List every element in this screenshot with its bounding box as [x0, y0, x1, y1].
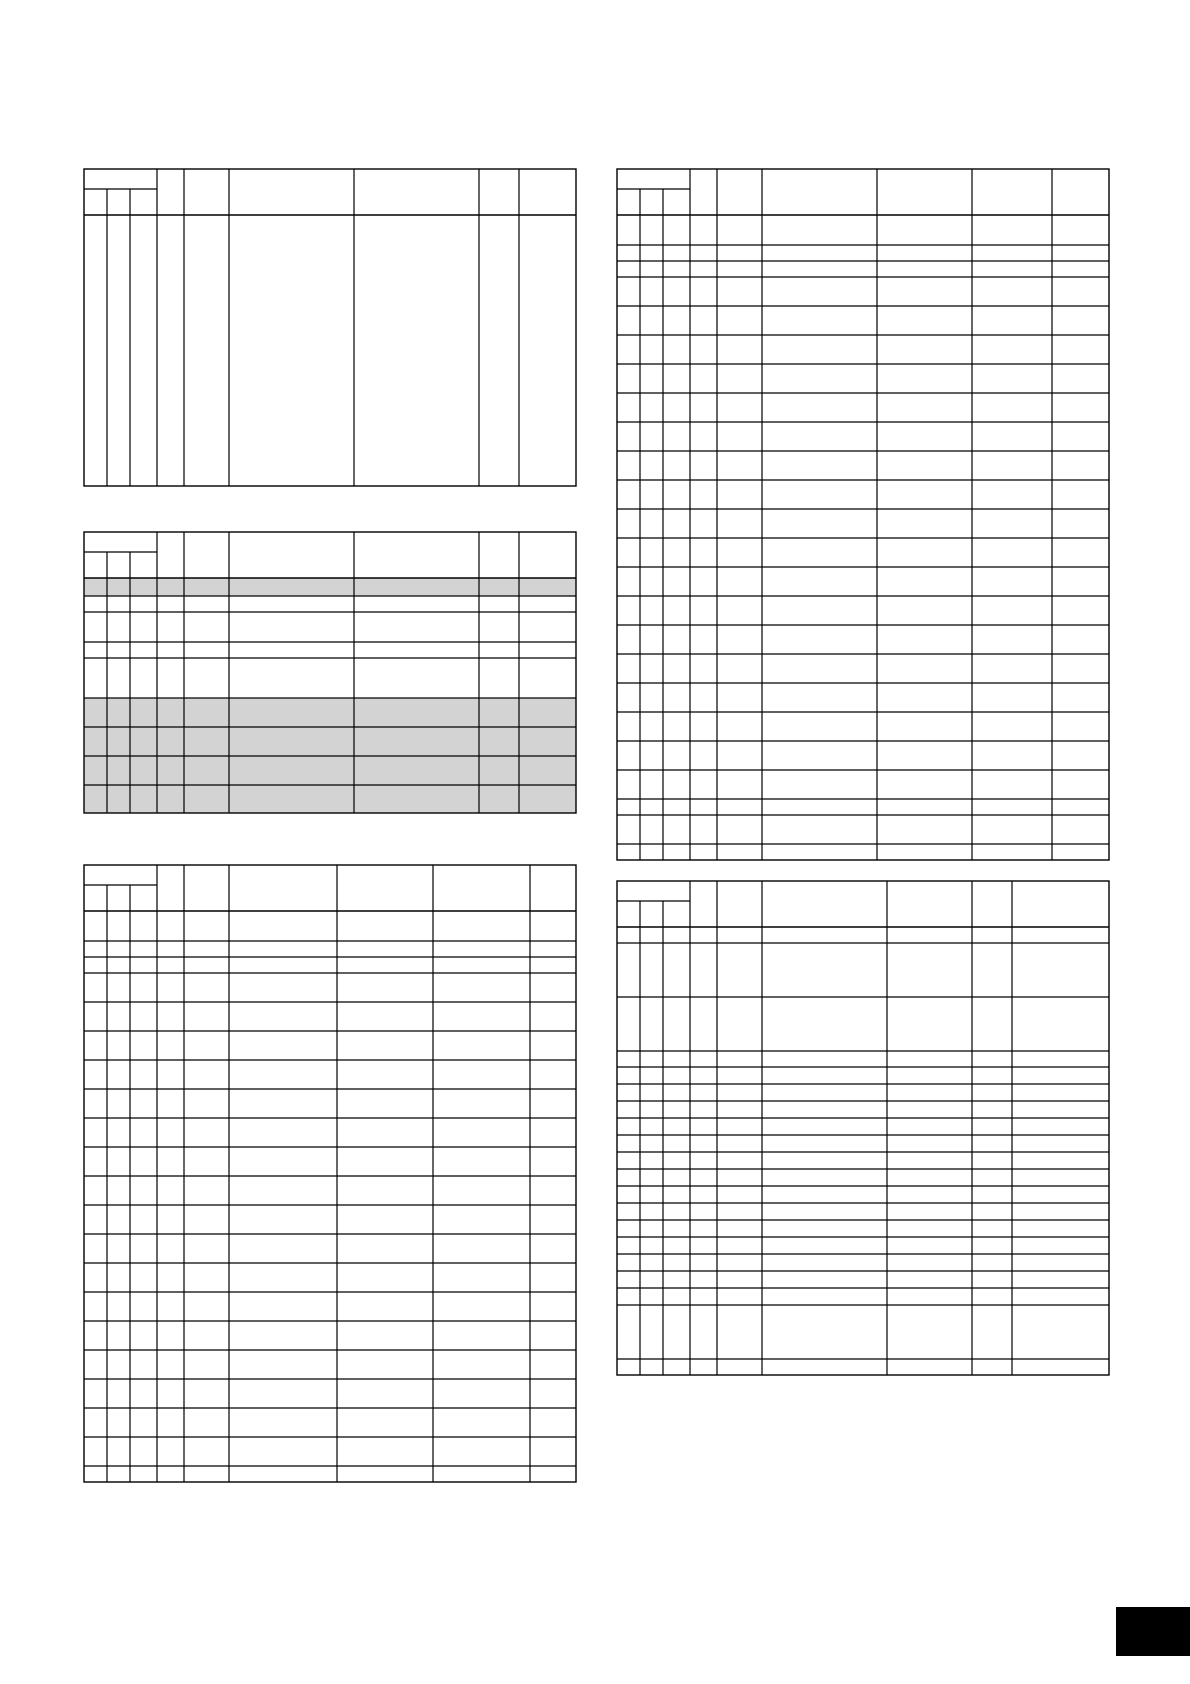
shaded-row — [84, 578, 576, 596]
table-1 — [84, 169, 576, 486]
table-4 — [617, 169, 1109, 835]
shaded-row — [84, 785, 576, 813]
table-5-grid — [617, 881, 1109, 1377]
table-2-grid — [84, 532, 576, 815]
table-1-grid — [84, 169, 576, 486]
table-2 — [84, 532, 576, 815]
page-tab — [1116, 1607, 1190, 1656]
shaded-row — [84, 756, 576, 785]
table-3-grid — [84, 865, 576, 1485]
table-border — [84, 169, 576, 486]
table-5 — [617, 881, 1109, 1377]
table-border — [617, 169, 1109, 860]
table-border — [617, 881, 1109, 1375]
table-4-grid — [617, 169, 1109, 835]
shaded-row — [84, 727, 576, 756]
shaded-row — [84, 698, 576, 727]
table-3 — [84, 865, 576, 1485]
